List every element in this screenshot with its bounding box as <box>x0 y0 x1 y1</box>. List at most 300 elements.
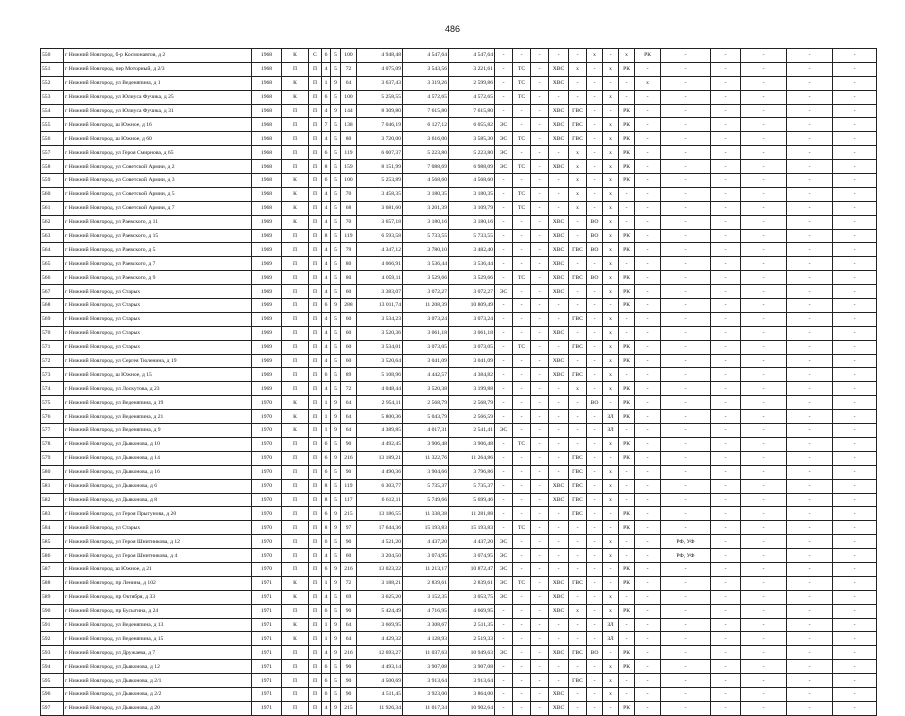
work-foundation-cell: - <box>711 146 741 160</box>
work-hot-water-cell: х <box>569 146 587 160</box>
extra-3-cell: - <box>833 396 877 410</box>
work-foundation-cell: - <box>711 674 741 688</box>
total-area-cell: 11 926,34 <box>357 701 403 715</box>
residential-area-cell: 3 074,95 <box>449 549 495 563</box>
work-foundation-cell: - <box>711 174 741 188</box>
residential-area-cell: 2 511,35 <box>449 618 495 632</box>
work-hot-water-cell: х <box>569 382 587 396</box>
living-area-cell: 3 072,27 <box>403 285 449 299</box>
wall-material-cell: К <box>282 90 309 104</box>
extra-2-cell: - <box>787 424 833 438</box>
work-lift-cell: - <box>635 521 661 535</box>
work-basement-cell: х <box>603 146 619 160</box>
work-drainage-cell: - <box>587 521 603 535</box>
work-hot-water-cell: ГВС <box>569 132 587 146</box>
build-year-cell: 1968 <box>252 160 282 174</box>
work-gas-cell: - <box>531 549 549 563</box>
work-drainage-cell: - <box>587 299 603 313</box>
entrances-cell: 6 <box>322 674 331 688</box>
extra-3-cell: - <box>833 271 877 285</box>
living-area-cell: 3 073,05 <box>403 340 449 354</box>
work-heat-cell: - <box>513 396 531 410</box>
work-lift-cell: - <box>635 299 661 313</box>
apartments-cell: 215 <box>341 507 357 521</box>
project-type-cell: П <box>309 285 322 299</box>
work-roof-cell: РК <box>619 118 635 132</box>
work-gas-cell: - <box>531 354 549 368</box>
work-facade-cell: - <box>661 493 711 507</box>
project-type-cell: П <box>309 618 322 632</box>
total-area-cell: 8 151,99 <box>357 160 403 174</box>
extra-3-cell: - <box>833 76 877 90</box>
work-foundation-cell: - <box>711 604 741 618</box>
work-gas-cell: - <box>531 507 549 521</box>
work-foundation-cell: - <box>711 257 741 271</box>
extra-3-cell: - <box>833 340 877 354</box>
apartments-cell: 159 <box>341 160 357 174</box>
project-type-cell: П <box>309 312 322 326</box>
work-basement-cell: х <box>603 479 619 493</box>
floors-cell: 5 <box>331 132 341 146</box>
extra-3-cell: - <box>833 590 877 604</box>
table-row <box>41 132 877 146</box>
address-cell: г Нижний Новгород, ул Дьяконова, д 14 <box>64 451 252 465</box>
apartments-cell: 64 <box>341 618 357 632</box>
extra-1-cell: - <box>741 174 787 188</box>
residential-area-cell: 5 735,37 <box>449 479 495 493</box>
extra-3-cell: - <box>833 507 877 521</box>
address-cell: г Нижний Новгород, ш Южное, д 16 <box>64 118 252 132</box>
work-gas-cell: - <box>531 660 549 674</box>
work-electric-cell: ЭС <box>495 160 513 174</box>
work-gas-cell: - <box>531 271 549 285</box>
work-lift-cell: - <box>635 576 661 590</box>
work-heat-cell: ТС <box>513 90 531 104</box>
work-hot-water-cell: ГВС <box>569 465 587 479</box>
total-area-cell: 4 493,14 <box>357 660 403 674</box>
address-cell: г Нижний Новгород, ул Веденяпина, д 9 <box>64 424 252 438</box>
work-gas-cell: - <box>531 312 549 326</box>
project-type-cell: П <box>309 604 322 618</box>
work-cold-water-cell: - <box>549 312 569 326</box>
address-cell: г Нижний Новгород, ул Раевского, д 5 <box>64 243 252 257</box>
work-cold-water-cell: ХВС <box>549 243 569 257</box>
work-foundation-cell: - <box>711 507 741 521</box>
floors-cell: 5 <box>331 201 341 215</box>
living-area-cell: 3 520,38 <box>403 382 449 396</box>
build-year-cell: 1971 <box>252 674 282 688</box>
living-area-cell: 6 127,12 <box>403 118 449 132</box>
table-row <box>41 257 877 271</box>
work-facade-cell: - <box>661 465 711 479</box>
work-cold-water-cell: - <box>549 507 569 521</box>
total-area-cell: 4 521,20 <box>357 535 403 549</box>
build-year-cell: 1971 <box>252 660 282 674</box>
project-type-cell: П <box>309 132 322 146</box>
project-type-cell: П <box>309 701 322 715</box>
residential-area-cell: 3 180,35 <box>449 187 495 201</box>
floors-cell: 5 <box>331 243 341 257</box>
table-row <box>41 646 877 660</box>
work-roof-cell: РК <box>619 382 635 396</box>
total-area-cell: 6 612,11 <box>357 493 403 507</box>
work-gas-cell: - <box>531 187 549 201</box>
residential-area-cell: 3 529,66 <box>449 271 495 285</box>
work-cold-water-cell: - <box>549 674 569 688</box>
work-drainage-cell: - <box>587 465 603 479</box>
work-facade-cell: - <box>661 215 711 229</box>
extra-1-cell: - <box>741 451 787 465</box>
extra-3-cell: - <box>833 687 877 701</box>
wall-material-cell: П <box>282 326 309 340</box>
project-type-cell: П <box>309 104 322 118</box>
project-type-cell: П <box>309 396 322 410</box>
work-facade-cell: - <box>661 243 711 257</box>
entrances-cell: 6 <box>322 687 331 701</box>
extra-2-cell: - <box>787 49 833 63</box>
extra-3-cell: - <box>833 660 877 674</box>
wall-material-cell: П <box>282 160 309 174</box>
living-area-cell: 3 074,95 <box>403 549 449 563</box>
project-type-cell: П <box>309 687 322 701</box>
work-heat-cell: - <box>513 687 531 701</box>
address-cell: г Нижний Новгород, ул Раевского, д 11 <box>64 215 252 229</box>
extra-2-cell: - <box>787 132 833 146</box>
work-electric-cell: - <box>495 76 513 90</box>
floors-cell: 5 <box>331 340 341 354</box>
total-area-cell: 5 800,36 <box>357 410 403 424</box>
work-heat-cell: - <box>513 368 531 382</box>
wall-material-cell: П <box>282 285 309 299</box>
floors-cell: 5 <box>331 62 341 76</box>
entrances-cell: 1 <box>322 396 331 410</box>
work-roof-cell: РК <box>619 410 635 424</box>
entrances-cell: 4 <box>322 132 331 146</box>
extra-3-cell: - <box>833 535 877 549</box>
build-year-cell: 1971 <box>252 604 282 618</box>
residential-area-cell: 11 281,88 <box>449 507 495 521</box>
work-drainage-cell: - <box>587 687 603 701</box>
wall-material-cell: П <box>282 521 309 535</box>
work-basement-cell: х <box>603 687 619 701</box>
build-year-cell: 1970 <box>252 410 282 424</box>
work-facade-cell: - <box>661 49 711 63</box>
work-roof-cell: РК <box>619 660 635 674</box>
work-basement-cell: - <box>603 104 619 118</box>
extra-2-cell: - <box>787 62 833 76</box>
work-hot-water-cell: ГВС <box>569 243 587 257</box>
work-facade-cell: - <box>661 674 711 688</box>
work-drainage-cell: - <box>587 160 603 174</box>
work-hot-water-cell: - <box>569 410 587 424</box>
extra-1-cell: - <box>741 257 787 271</box>
residential-area-cell: 6 055,82 <box>449 118 495 132</box>
apartments-cell: 80 <box>341 271 357 285</box>
work-gas-cell: - <box>531 215 549 229</box>
work-foundation-cell: - <box>711 521 741 535</box>
work-facade-cell: - <box>661 437 711 451</box>
extra-1-cell: - <box>741 132 787 146</box>
work-gas-cell: - <box>531 340 549 354</box>
work-heat-cell: ТС <box>513 187 531 201</box>
work-gas-cell: - <box>531 118 549 132</box>
floors-cell: 5 <box>331 437 341 451</box>
row-number-cell: 581 <box>41 479 64 493</box>
residential-area-cell: 2 566,59 <box>449 410 495 424</box>
extra-1-cell: - <box>741 104 787 118</box>
work-heat-cell: - <box>513 215 531 229</box>
work-drainage-cell: - <box>587 104 603 118</box>
entrances-cell: 4 <box>322 243 331 257</box>
row-number-cell: 560 <box>41 187 64 201</box>
entrances-cell: 6 <box>322 604 331 618</box>
row-number-cell: 584 <box>41 521 64 535</box>
work-cold-water-cell: - <box>549 201 569 215</box>
living-area-cell: 2 568,79 <box>403 396 449 410</box>
table-row <box>41 437 877 451</box>
wall-material-cell: К <box>282 632 309 646</box>
build-year-cell: 1971 <box>252 687 282 701</box>
work-hot-water-cell: - <box>569 354 587 368</box>
work-gas-cell: - <box>531 146 549 160</box>
work-lift-cell: - <box>635 451 661 465</box>
work-gas-cell: - <box>531 687 549 701</box>
work-gas-cell: - <box>531 604 549 618</box>
extra-1-cell: - <box>741 437 787 451</box>
work-gas-cell: - <box>531 465 549 479</box>
entrances-cell: 4 <box>322 340 331 354</box>
residential-area-cell: 4 669,95 <box>449 604 495 618</box>
floors-cell: 5 <box>331 90 341 104</box>
work-heat-cell: - <box>513 507 531 521</box>
work-hot-water-cell: - <box>569 90 587 104</box>
living-area-cell: 3 543,56 <box>403 62 449 76</box>
work-drainage-cell: - <box>587 76 603 90</box>
build-year-cell: 1969 <box>252 257 282 271</box>
work-lift-cell: - <box>635 326 661 340</box>
address-cell: г Нижний Новгород, ул Раевского, д 7 <box>64 257 252 271</box>
work-foundation-cell: - <box>711 104 741 118</box>
residential-area-cell: 2 519,33 <box>449 632 495 646</box>
work-cold-water-cell: ХВС <box>549 215 569 229</box>
build-year-cell: 1969 <box>252 340 282 354</box>
work-facade-cell: - <box>661 590 711 604</box>
work-lift-cell: - <box>635 340 661 354</box>
total-area-cell: 4 066,91 <box>357 257 403 271</box>
work-foundation-cell: - <box>711 285 741 299</box>
work-heat-cell: ТС <box>513 201 531 215</box>
work-foundation-cell: - <box>711 590 741 604</box>
work-drainage-cell: ВО <box>587 646 603 660</box>
extra-1-cell: - <box>741 632 787 646</box>
work-facade-cell: - <box>661 687 711 701</box>
work-foundation-cell: - <box>711 62 741 76</box>
work-drainage-cell: ВО <box>587 271 603 285</box>
total-area-cell: 3 520,36 <box>357 326 403 340</box>
work-gas-cell: - <box>531 299 549 313</box>
total-area-cell: 4 347,12 <box>357 243 403 257</box>
floors-cell: 9 <box>331 701 341 715</box>
work-basement-cell: - <box>603 646 619 660</box>
extra-3-cell: - <box>833 299 877 313</box>
address-cell: г Нижний Новгород, ул Старых <box>64 326 252 340</box>
row-number-cell: 593 <box>41 646 64 660</box>
work-facade-cell: - <box>661 187 711 201</box>
extra-1-cell: - <box>741 118 787 132</box>
extra-1-cell: - <box>741 90 787 104</box>
work-basement-cell: х <box>603 201 619 215</box>
extra-2-cell: - <box>787 521 833 535</box>
work-foundation-cell: - <box>711 410 741 424</box>
work-lift-cell: - <box>635 590 661 604</box>
work-heat-cell: - <box>513 354 531 368</box>
work-basement-cell: х <box>603 271 619 285</box>
work-electric-cell: ЭС <box>495 646 513 660</box>
address-cell: г Нижний Новгород, ул Старых <box>64 299 252 313</box>
extra-3-cell: - <box>833 132 877 146</box>
living-area-cell: 11 213,17 <box>403 562 449 576</box>
work-foundation-cell: - <box>711 243 741 257</box>
work-hot-water-cell: - <box>569 632 587 646</box>
work-roof-cell: РК <box>619 174 635 188</box>
work-hot-water-cell: - <box>569 701 587 715</box>
living-area-cell: 7 615,80 <box>403 104 449 118</box>
project-type-cell: П <box>309 62 322 76</box>
residential-area-cell: 5 699,46 <box>449 493 495 507</box>
wall-material-cell: П <box>282 479 309 493</box>
residential-area-cell: 10 809,49 <box>449 299 495 313</box>
work-foundation-cell: - <box>711 479 741 493</box>
table-row <box>41 271 877 285</box>
work-heat-cell: ТС <box>513 271 531 285</box>
work-heat-cell: - <box>513 243 531 257</box>
work-heat-cell: - <box>513 410 531 424</box>
floors-cell: 5 <box>331 687 341 701</box>
living-area-cell: 3 529,66 <box>403 271 449 285</box>
row-number-cell: 554 <box>41 104 64 118</box>
work-facade-cell: - <box>661 104 711 118</box>
row-number-cell: 565 <box>41 257 64 271</box>
living-area-cell: 3 180,16 <box>403 215 449 229</box>
extra-2-cell: - <box>787 465 833 479</box>
work-roof-cell: РК <box>619 354 635 368</box>
extra-3-cell: - <box>833 437 877 451</box>
work-drainage-cell: - <box>587 632 603 646</box>
project-type-cell: П <box>309 340 322 354</box>
work-lift-cell: - <box>635 535 661 549</box>
build-year-cell: 1970 <box>252 479 282 493</box>
work-basement-cell: ЗЛ <box>603 632 619 646</box>
address-cell: г Нижний Новгород, ш Южное, д 21 <box>64 562 252 576</box>
apartments-cell: 144 <box>341 104 357 118</box>
work-roof-cell: - <box>619 674 635 688</box>
work-electric-cell: - <box>495 340 513 354</box>
apartments-cell: 97 <box>341 521 357 535</box>
extra-1-cell: - <box>741 687 787 701</box>
apartments-cell: 70 <box>341 187 357 201</box>
floors-cell: 5 <box>331 187 341 201</box>
work-facade-cell: - <box>661 229 711 243</box>
apartments-cell: 60 <box>341 340 357 354</box>
work-drainage-cell: - <box>587 174 603 188</box>
work-heat-cell: ТС <box>513 160 531 174</box>
work-hot-water-cell: х <box>569 604 587 618</box>
entrances-cell: 6 <box>322 174 331 188</box>
work-basement-cell: ЗЛ <box>603 410 619 424</box>
work-hot-water-cell: - <box>569 299 587 313</box>
entrances-cell: 4 <box>322 354 331 368</box>
work-facade-cell: - <box>661 312 711 326</box>
extra-1-cell: - <box>741 396 787 410</box>
work-cold-water-cell: - <box>549 437 569 451</box>
table-row <box>41 285 877 299</box>
work-heat-cell: ТС <box>513 76 531 90</box>
extra-2-cell: - <box>787 118 833 132</box>
living-area-cell: 4 547,64 <box>403 49 449 63</box>
address-cell: г Нижний Новгород, б-р Космонавтов, д 2 <box>64 49 252 63</box>
row-number-cell: 595 <box>41 674 64 688</box>
work-heat-cell: ТС <box>513 340 531 354</box>
address-cell: г Нижний Новгород, ул Старых <box>64 312 252 326</box>
apartments-cell: 216 <box>341 451 357 465</box>
work-heat-cell: - <box>513 590 531 604</box>
entrances-cell: 6 <box>322 465 331 479</box>
extra-2-cell: - <box>787 201 833 215</box>
address-cell: г Нижний Новгород, ул Дьяконова, д 12 <box>64 660 252 674</box>
work-roof-cell: - <box>619 215 635 229</box>
work-cold-water-cell: - <box>549 49 569 63</box>
extra-3-cell: - <box>833 576 877 590</box>
extra-2-cell: - <box>787 382 833 396</box>
work-cold-water-cell: ХВС <box>549 271 569 285</box>
project-type-cell: С <box>309 49 322 63</box>
work-gas-cell: - <box>531 62 549 76</box>
wall-material-cell: К <box>282 576 309 590</box>
address-cell: г Нижний Новгород, ул Дьяконова, д 2/2 <box>64 687 252 701</box>
work-hot-water-cell: - <box>569 687 587 701</box>
work-lift-cell: х <box>635 76 661 90</box>
total-area-cell: 4 075,09 <box>357 62 403 76</box>
floors-cell: 9 <box>331 104 341 118</box>
work-drainage-cell: - <box>587 201 603 215</box>
work-heat-cell: - <box>513 562 531 576</box>
work-gas-cell: - <box>531 285 549 299</box>
extra-1-cell: - <box>741 618 787 632</box>
build-year-cell: 1969 <box>252 285 282 299</box>
extra-2-cell: - <box>787 535 833 549</box>
floors-cell: 5 <box>331 590 341 604</box>
entrances-cell: 6 <box>322 368 331 382</box>
extra-1-cell: - <box>741 549 787 563</box>
project-type-cell: П <box>309 632 322 646</box>
apartments-cell: 117 <box>341 493 357 507</box>
total-area-cell: 3 720,00 <box>357 132 403 146</box>
residential-area-cell: 3 536,44 <box>449 257 495 271</box>
extra-2-cell: - <box>787 576 833 590</box>
floors-cell: 5 <box>331 326 341 340</box>
build-year-cell: 1970 <box>252 396 282 410</box>
residential-area-cell: 3 482,40 <box>449 243 495 257</box>
entrances-cell: 6 <box>322 507 331 521</box>
entrances-cell: 7 <box>322 118 331 132</box>
work-foundation-cell: - <box>711 396 741 410</box>
wall-material-cell: П <box>282 243 309 257</box>
living-area-cell: 5 749,66 <box>403 493 449 507</box>
build-year-cell: 1970 <box>252 507 282 521</box>
total-area-cell: 4 948,48 <box>357 49 403 63</box>
row-number-cell: 575 <box>41 396 64 410</box>
residential-area-cell: 3 199,88 <box>449 382 495 396</box>
